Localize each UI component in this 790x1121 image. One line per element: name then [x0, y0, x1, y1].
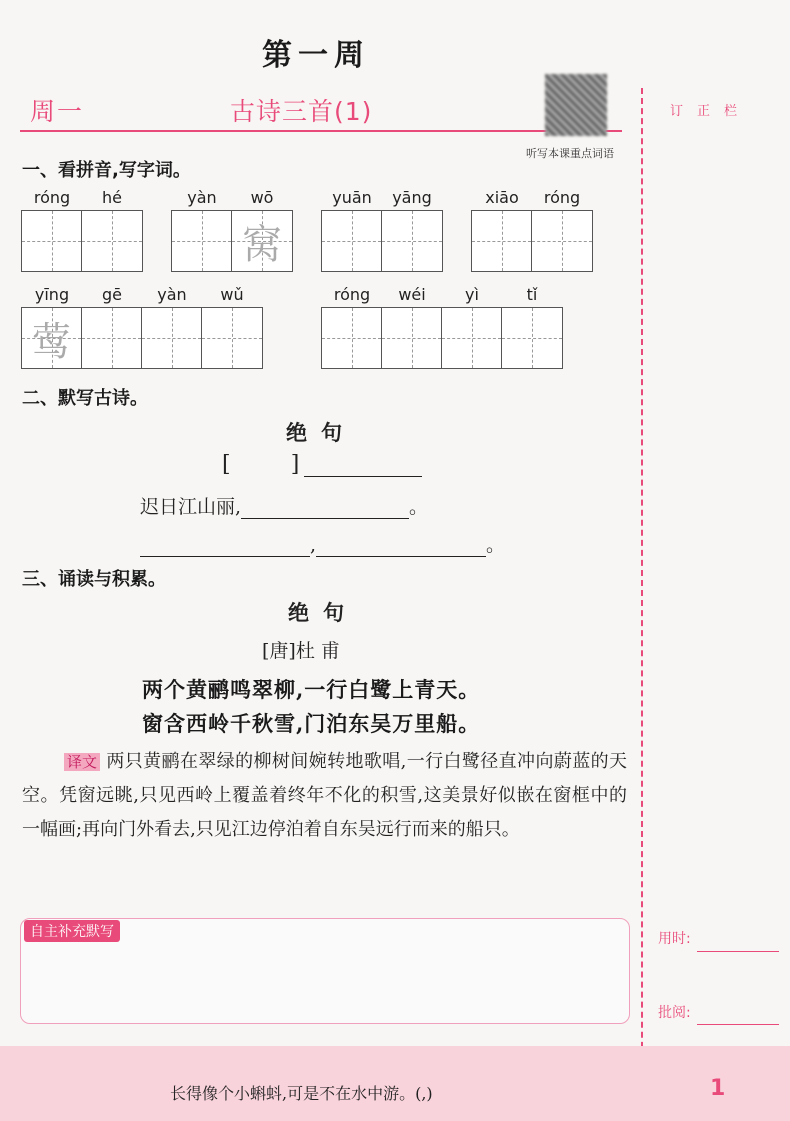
- hint-character: 莺: [31, 318, 72, 365]
- day-label: 周一: [30, 97, 85, 126]
- writing-cell[interactable]: [322, 211, 382, 271]
- margin-divider: [641, 88, 643, 1088]
- writing-grid[interactable]: [21, 307, 263, 369]
- pinyin: hé: [102, 188, 122, 207]
- poem-title: 绝句: [288, 600, 358, 625]
- translation-tag: 译文: [64, 753, 100, 771]
- dictation-poem-title: 绝句: [286, 420, 356, 445]
- writing-cell[interactable]: [322, 308, 382, 368]
- pinyin: róng: [543, 188, 581, 207]
- writing-cell[interactable]: [82, 211, 142, 271]
- pinyin: róng: [33, 188, 71, 207]
- pinyin: yì: [465, 285, 479, 304]
- pinyin: xiāo: [485, 188, 519, 207]
- poem-line-1: 两个黄鹂鸣翠柳,一行白鹭上青天。: [142, 677, 481, 702]
- writing-cell[interactable]: [82, 308, 142, 368]
- dictation-line-2: , 。: [140, 530, 505, 557]
- pinyin: wéi: [398, 285, 426, 304]
- pinyin: yàn: [157, 285, 187, 304]
- footer-riddle: 长得像个小蝌蚪,可是不在水中游。(,): [170, 1084, 433, 1103]
- time-label: 用时:: [658, 931, 691, 947]
- writing-grid[interactable]: [321, 210, 443, 272]
- poem-author-blank: [222, 452, 422, 477]
- poem-line-2: 窗含西岭千秋雪,门泊东吴万里船。: [142, 711, 481, 736]
- page-number: 1: [710, 1076, 726, 1101]
- answer-blank[interactable]: [316, 537, 486, 557]
- writing-grid[interactable]: [171, 210, 293, 272]
- poem-author: [唐]杜 甫: [262, 640, 340, 662]
- author-blank[interactable]: [304, 457, 422, 477]
- hint-character: 窝: [242, 221, 282, 268]
- correction-column-label: 订正栏: [670, 104, 752, 119]
- section-2-heading: 二、默写古诗。: [22, 388, 148, 409]
- week-title: 第一周: [262, 38, 370, 73]
- review-field[interactable]: [697, 1024, 779, 1025]
- writing-cell[interactable]: [532, 211, 592, 271]
- writing-grid[interactable]: [471, 210, 593, 272]
- writing-cell[interactable]: [442, 308, 502, 368]
- time-field[interactable]: [697, 951, 779, 952]
- writing-cell[interactable]: [172, 211, 232, 271]
- lesson-title: 古诗三首(1): [230, 97, 373, 126]
- writing-grid[interactable]: [21, 210, 143, 272]
- review-label: 批阅:: [658, 1005, 691, 1021]
- pinyin: yàn: [187, 188, 217, 207]
- bracket-right: ]: [290, 452, 300, 477]
- header-divider: [20, 130, 622, 132]
- writing-cell[interactable]: [232, 211, 292, 271]
- translation-text: 两只黄鹂在翠绿的柳树间婉转地歌唱,一行白鹭径直冲向蔚蓝的天空。凭窗远眺,只见西岭上覆盖着终年不化的积雪,这美景好似嵌在窗框中的一幅画;再向门外看去,只见江边停泊着自东吴远行而来的船只。: [22, 751, 627, 840]
- pinyin: tǐ: [526, 285, 538, 304]
- pinyin: wō: [250, 188, 274, 207]
- dictation-line-1: 迟日江山丽, 。: [140, 496, 429, 518]
- pinyin: wǔ: [220, 285, 244, 304]
- section-1-heading: 一、看拼音,写字词。: [22, 160, 191, 181]
- writing-cell[interactable]: [202, 308, 262, 368]
- writing-cell[interactable]: [22, 308, 82, 368]
- pinyin: róng: [333, 285, 371, 304]
- qr-code-icon[interactable]: [545, 74, 607, 136]
- pinyin: yuān: [332, 188, 372, 207]
- writing-cell[interactable]: [22, 211, 82, 271]
- given-verse: 迟日江山丽,: [140, 496, 242, 518]
- writing-cell[interactable]: [382, 211, 442, 271]
- writing-cell[interactable]: [472, 211, 532, 271]
- writing-grid[interactable]: [321, 307, 563, 369]
- section-3-heading: 三、诵读与积累。: [22, 569, 166, 590]
- writing-cell[interactable]: [382, 308, 442, 368]
- qr-caption: 听写本课重点词语: [526, 147, 614, 160]
- answer-blank[interactable]: [241, 499, 409, 519]
- pinyin: yīng: [34, 285, 70, 304]
- writing-cell[interactable]: [502, 308, 562, 368]
- pinyin: yāng: [392, 188, 432, 207]
- translation-paragraph: [22, 745, 627, 847]
- bracket-left: [: [222, 452, 231, 477]
- answer-blank[interactable]: [140, 537, 310, 557]
- pinyin: gē: [102, 285, 122, 304]
- writing-cell[interactable]: [142, 308, 202, 368]
- supplement-tag: 自主补充默写: [24, 920, 120, 942]
